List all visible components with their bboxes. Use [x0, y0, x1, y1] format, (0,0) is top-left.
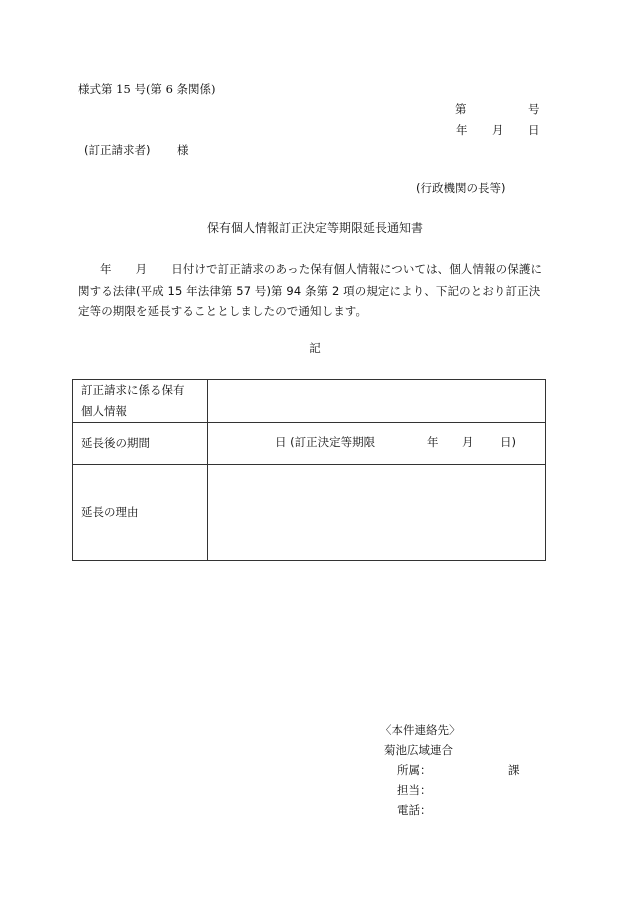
contact-person-label: 担当：: [397, 783, 432, 797]
recipient-name: (訂正請求者): [84, 143, 151, 157]
document-title: 保有個人情報訂正決定等期限延長通知書: [206, 221, 423, 235]
table-row: [73, 423, 546, 465]
table-label-reason: 延長の理由: [73, 465, 208, 561]
table-label-personal-info: [73, 380, 208, 423]
sender-name: (行政機関の長等): [416, 181, 506, 195]
details-table: [72, 379, 546, 561]
table-value-reason: [208, 465, 546, 561]
period-day-close: 日): [500, 435, 516, 449]
body-month-label: 月: [135, 262, 148, 276]
document-number-label: 第: [455, 102, 467, 116]
period-month-label: 月: [462, 435, 474, 449]
recipient-honorific: 様: [177, 143, 189, 157]
period-day-text: 日 (訂正決定等期限: [275, 435, 376, 449]
table-value-extended-period: [208, 423, 546, 465]
body-text-line-2: 関する法律(平成 15 年法律第 57 号)第 94 条第 2 項の規定により、下記のとおり訂正決: [78, 284, 541, 298]
body-text-line-1: [78, 264, 542, 276]
table-label-extended-period: 延長後の期間: [73, 423, 208, 465]
date-year-label: 年: [456, 123, 468, 137]
table-label-line: 個人情報: [81, 404, 127, 418]
form-number: 様式第 15 号(第 6 条関係): [78, 82, 216, 96]
table-row: [73, 380, 546, 423]
date-day-label: 日: [528, 123, 540, 137]
ki-heading: 記: [309, 341, 321, 355]
contact-phone-label: 電話：: [397, 803, 432, 817]
document-number-suffix: 号: [528, 102, 540, 116]
table-value-personal-info: [208, 380, 546, 423]
period-year-label: 年: [427, 435, 439, 449]
contact-organization: 菊池広域連合: [384, 743, 453, 757]
contact-department-label: 所属：: [397, 763, 432, 777]
body-text-line-3: 定等の期限を延長することとしましたので通知します。: [78, 304, 368, 318]
date-month-label: 月: [492, 123, 504, 137]
contact-heading: 〈本件連絡先〉: [380, 723, 461, 737]
body-year-label: 年: [100, 262, 112, 276]
table-row: [73, 465, 546, 561]
body-text-line-1-rest: 日付けで訂正請求のあった保有個人情報については、個人情報の保護に: [171, 262, 543, 276]
contact-department-suffix: 課: [508, 763, 520, 777]
table-label-line: 訂正請求に係る保有: [81, 383, 185, 397]
